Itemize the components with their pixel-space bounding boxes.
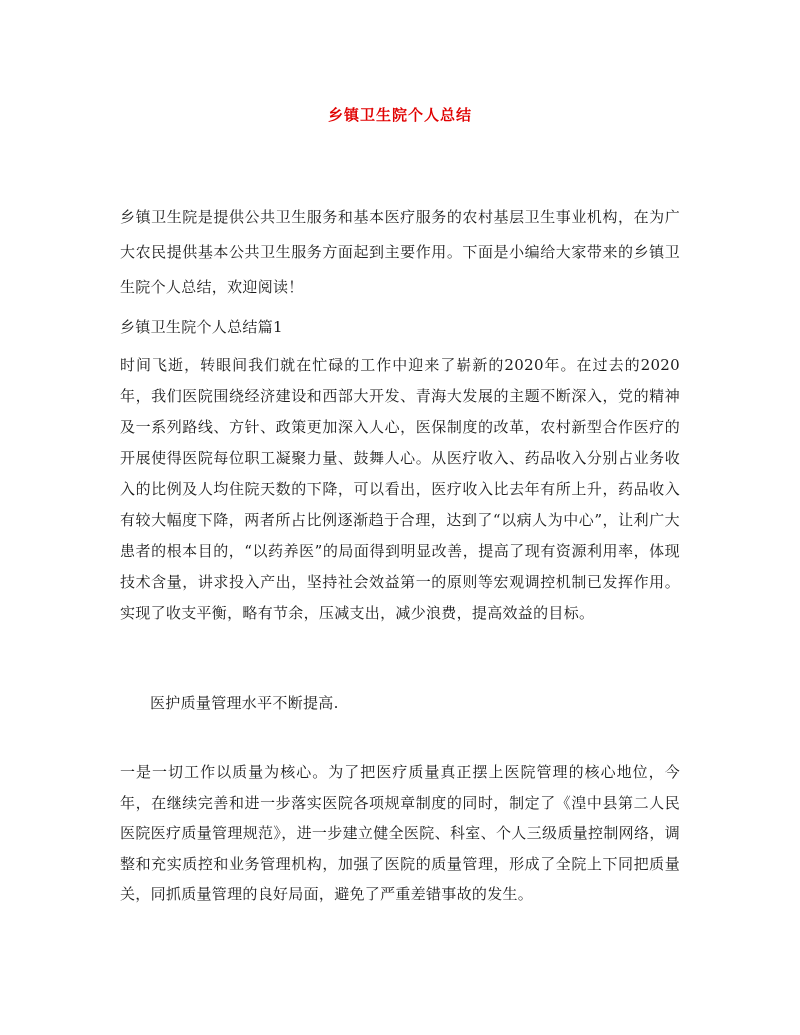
subheading-text: 医护质量管理水平不断提高. bbox=[150, 694, 339, 712]
intro-paragraph bbox=[120, 200, 680, 305]
section-heading-text: 乡镇卫生院个人总结篇1 bbox=[120, 318, 283, 336]
section-heading bbox=[120, 310, 680, 345]
body-paragraph-2 bbox=[120, 757, 680, 910]
paragraph-1-text: 时间飞逝，转眼间我们就在忙碌的工作中迎来了崭新的2020年。在过去的2020年，我们医院围绕经济建设和西部大开发、青海大发展的主题不断深入，党的精神及一系列路线、方针、政策更加深入人心，医保制度的改革，农村新型合作医疗的开展使得医院每位职工凝聚力量、鼓舞人心。从医疗收入、药品收入分别占业务收入的比例及人均住院天数的下降，可以看出，医疗收入比去年有所上升，药品收入有较大幅度下降，两者所占比例逐渐趋于合理，达到了“以病人为中心”，让利广大患者的根本目的，“以药养医”的局面得到明显改善，提高了现有资源利用率，体现技术含量，讲求投入产出，坚持社会效益第一的原则等宏观调控机制已发挥作用。实现了收支平衡，略有节余，压减支出，减少浪费，提高效益的目标。 bbox=[120, 356, 680, 622]
body-paragraph-1 bbox=[120, 350, 680, 629]
paragraph-2-text: 一是一切工作以质量为核心。为了把医疗质量真正摆上医院管理的核心地位，今年，在继续完善和进一步落实医院各项规章制度的同时，制定了《湟中县第二人民医院医疗质量管理规范》，进一步建立健全医院、科室、个人三级质量控制网络，调整和充实质控和业务管理机构，加强了医院的质量管理，形成了全院上下同把质量关，同抓质量管理的良好局面，避免了严重差错事故的发生。 bbox=[120, 763, 680, 903]
document-title: 乡镇卫生院个人总结 bbox=[327, 106, 472, 124]
subheading bbox=[120, 688, 680, 718]
intro-text: 乡镇卫生院是提供公共卫生服务和基本医疗服务的农村基层卫生事业机构，在为广大农民提供基本公共卫生服务方面起到主要作用。下面是小编给大家带来的乡镇卫生院个人总结，欢迎阅读！ bbox=[120, 208, 680, 296]
